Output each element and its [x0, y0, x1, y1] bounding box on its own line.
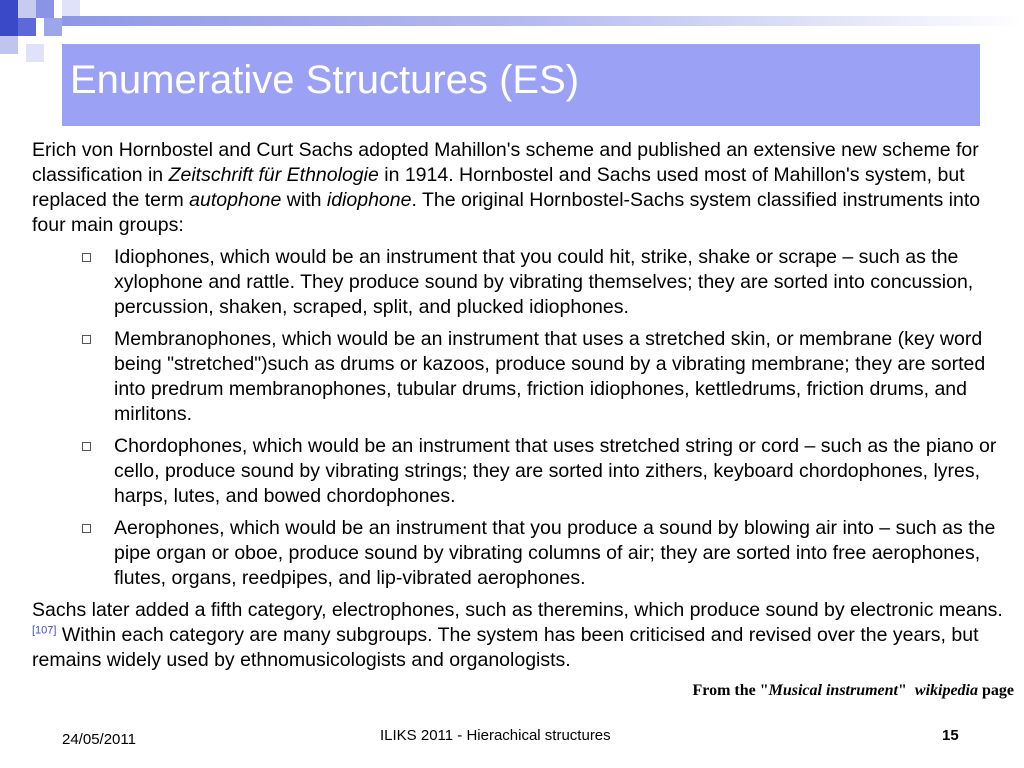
header-gradient-line	[62, 16, 1024, 26]
outro-paragraph: Sachs later added a fifth category, electrophones, such as theremins, which produce sound by electronic means.[107] Within each category are many subgroups. The system has been criticised and revised over the years, but remains widely used by ethnomusicologists and organologists.	[32, 599, 1003, 671]
reference-link[interactable]: [107]	[32, 624, 57, 637]
term-idiophone: idiophone	[326, 189, 412, 211]
term-autophone: autophone	[189, 189, 282, 211]
square-bullet-icon	[82, 524, 91, 533]
list-item: Chordophones, which would be an instrument that uses stretched string or cord – such as the piano or cello, produce sound by vibrating strings; they are sorted into zithers, keyboard chordophones, lyres, harps, lutes, and bowed chordophones.	[32, 434, 1007, 509]
source-citation: From the "Musical instrument" wikipedia page	[692, 682, 1014, 699]
square-bullet-icon	[82, 442, 91, 451]
article-name: Musical instrument	[768, 682, 898, 699]
list-item: Aerophones, which would be an instrument that you produce a sound by blowing air into – such as the pipe organ or oboe, produce sound by vibrating columns of air; they are sorted into free aerophones, flutes, organs, reedpipes, and lip-vibrated aerophones.	[32, 516, 1007, 591]
decor-square	[26, 44, 44, 62]
square-bullet-icon	[82, 335, 91, 344]
list-item: Membranophones, which would be an instrument that uses a stretched skin, or membrane (key word being "stretched")such as drums or kazoos, produce sound by a vibrating membrane; they are sorted into predrum membranophones, tubular drums, friction idiophones, kettledrums, friction drums, and mirlitons.	[32, 327, 1007, 427]
page-number: 15	[942, 727, 959, 744]
footer-title: ILIKS 2011 - Hierachical structures	[380, 727, 611, 744]
journal-name: Zeitschrift für Ethnologie	[168, 164, 379, 186]
decor-square	[36, 0, 54, 18]
list-item: Idiophones, which would be an instrument that you could hit, strike, shake or scrape – such as the xylophone and rattle. They produce sound by vibrating themselves; they are sorted into concussion, percussion, shaken, scraped, split, and plucked idiophones.	[32, 245, 1007, 320]
slide-title: Enumerative Structures (ES)	[70, 58, 580, 102]
site-name: wikipedia	[914, 682, 978, 699]
slide-content	[32, 138, 1007, 680]
decor-square	[18, 0, 36, 18]
instrument-groups-list	[32, 245, 1007, 591]
footer-date: 24/05/2011	[62, 731, 136, 748]
intro-paragraph: Erich von Hornbostel and Curt Sachs adopted Mahillon's scheme and published an extensive new scheme for classification in Zeitschrift für Ethnologie in 1914. Hornbostel and Sachs used most of Mahillon's system, but replaced the term autophone with idiophone. The original Hornbostel-Sachs system classified instruments into four main groups:	[32, 139, 981, 236]
decor-square	[18, 18, 36, 36]
decor-square	[0, 0, 18, 36]
decor-square	[44, 18, 62, 36]
square-bullet-icon	[82, 253, 91, 262]
decor-square	[0, 36, 18, 54]
